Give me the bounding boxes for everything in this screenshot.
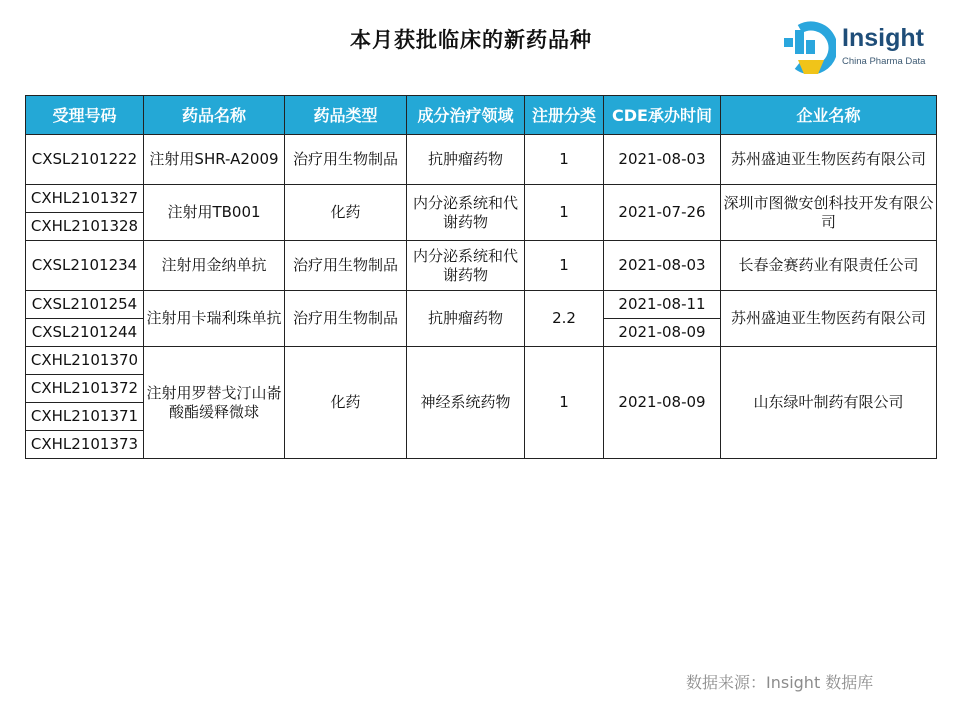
cell-code: CXSL2101244 xyxy=(26,319,144,347)
cell-date: 2021-08-09 xyxy=(604,319,721,347)
cell-code: CXHL2101327 xyxy=(26,185,144,213)
cell-company: 山东绿叶制药有限公司 xyxy=(721,347,937,459)
cell-code: CXSL2101254 xyxy=(26,291,144,319)
cell-code: CXHL2101372 xyxy=(26,375,144,403)
cell-type: 化药 xyxy=(285,347,407,459)
cell-class: 1 xyxy=(525,241,604,291)
header-class: 注册分类 xyxy=(525,96,604,135)
table-row xyxy=(26,185,937,213)
page-title: 本月获批临床的新药品种 xyxy=(350,28,592,52)
cell-code: CXHL2101328 xyxy=(26,213,144,241)
table-row xyxy=(26,241,937,291)
cell-code: CXSL2101222 xyxy=(26,135,144,185)
logo-brand: Insight xyxy=(842,24,924,52)
cell-date: 2021-08-11 xyxy=(604,291,721,319)
table-header-row xyxy=(26,96,937,135)
logo-subtitle: China Pharma Data xyxy=(842,56,926,67)
cell-date: 2021-07-26 xyxy=(604,185,721,241)
cell-type: 治疗用生物制品 xyxy=(285,241,407,291)
header-area: 成分治疗领域 xyxy=(407,96,525,135)
insight-logo-icon xyxy=(784,20,836,74)
cell-code: CXHL2101370 xyxy=(26,347,144,375)
header-company: 企业名称 xyxy=(721,96,937,135)
cell-class: 1 xyxy=(525,185,604,241)
cell-type: 治疗用生物制品 xyxy=(285,135,407,185)
cell-company: 苏州盛迪亚生物医药有限公司 xyxy=(721,135,937,185)
cell-area: 抗肿瘤药物 xyxy=(407,135,525,185)
cell-company: 深圳市图微安创科技开发有限公司 xyxy=(721,185,937,241)
insight-logo xyxy=(784,18,944,74)
cell-code: CXHL2101373 xyxy=(26,431,144,459)
cell-name: 注射用TB001 xyxy=(144,185,285,241)
cell-code: CXSL2101234 xyxy=(26,241,144,291)
cell-class: 1 xyxy=(525,347,604,459)
cell-type: 治疗用生物制品 xyxy=(285,291,407,347)
cell-area: 抗肿瘤药物 xyxy=(407,291,525,347)
cell-name: 注射用SHR-A2009 xyxy=(144,135,285,185)
table-row xyxy=(26,135,937,185)
header-name: 药品名称 xyxy=(144,96,285,135)
cell-type: 化药 xyxy=(285,185,407,241)
cell-date: 2021-08-03 xyxy=(604,241,721,291)
data-source-note: 数据来源：Insight 数据库 xyxy=(686,673,874,692)
cell-area: 内分泌系统和代谢药物 xyxy=(407,241,525,291)
cell-date: 2021-08-03 xyxy=(604,135,721,185)
table-row xyxy=(26,291,937,319)
cell-area: 内分泌系统和代谢药物 xyxy=(407,185,525,241)
drug-table xyxy=(25,95,937,459)
header-type: 药品类型 xyxy=(285,96,407,135)
cell-date: 2021-08-09 xyxy=(604,347,721,459)
header-date: CDE承办时间 xyxy=(604,96,721,135)
cell-area: 神经系统药物 xyxy=(407,347,525,459)
cell-class: 2.2 xyxy=(525,291,604,347)
cell-class: 1 xyxy=(525,135,604,185)
cell-company: 苏州盛迪亚生物医药有限公司 xyxy=(721,291,937,347)
cell-code: CXHL2101371 xyxy=(26,403,144,431)
cell-company: 长春金赛药业有限责任公司 xyxy=(721,241,937,291)
cell-name: 注射用卡瑞利珠单抗 xyxy=(144,291,285,347)
cell-name: 注射用金纳单抗 xyxy=(144,241,285,291)
header-code: 受理号码 xyxy=(26,96,144,135)
table-row xyxy=(26,347,937,375)
cell-name: 注射用罗替戈汀山嵛酸酯缓释微球 xyxy=(144,347,285,459)
